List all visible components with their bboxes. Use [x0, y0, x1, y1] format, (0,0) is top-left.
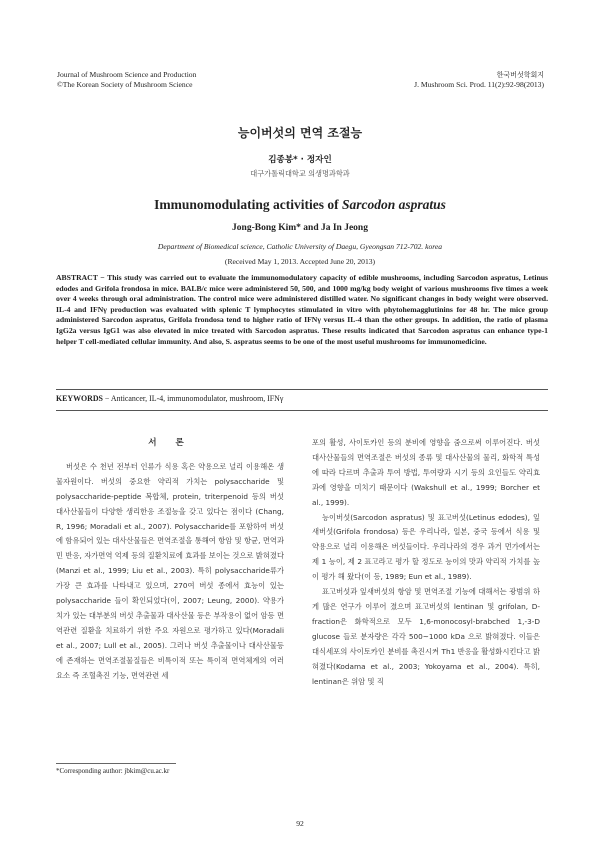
korean-title: 능이버섯의 면역 조절능 — [237, 126, 363, 140]
abstract: ABSTRACT − This study was carried out to evaluate the immunomodulatory capacity of edible mushrooms, including Sarcodon aspratus, Letinus edodes and Grifola frondosa in mice. BALB/c mice were administered 50, 500, and 1000 mg/kg body weight of various mushrooms five times a week over 4 weeks through oral administration. The control mice were administered distilled water. No significant changes in body weight were observed. IL-4 and IFNγ production was evaluated with splenic T lymphocytes stimulated in vitro with phytohemagglutinins for 48 hr. The mice group administered Sarcodon aspratus, Grifola frondosa tend to higher ratio of IFNγ versus IL-4 than the other groups. In addition, the ratio of plasma IgG2a versus IgG1 was also elevated in mice treated with Sarcodon aspratus. These results indicated that Sarcodon aspratus can enhance type-1 helper T cell-mediated cellular immunity. And also, S. aspratus seems to be one of the most useful mushrooms for immunomedicine. — [56, 273, 548, 346]
korean-affiliation: 대구가톨릭대학교 의생명과학과 — [250, 169, 350, 178]
journal-name: Journal of Mushroom Science and Production — [57, 70, 197, 79]
right-paragraph-2: 능이버섯(Sarcodon aspratus) 및 표고버섯(Letinus edodes), 잎새버섯(Grifola frondosa) 등은 우리나라, 일본, 중국 등에서 식용 및 약용으로 널리 이용해온 버섯들이다. 우리나라의 경우 과거 먼가에서는 제 1 능이, 제 2 표고라고 평가 할 정도로 능이의 맛과 약리적 가치를 높이 평가 해 왔다(이 등, 1989; Eun et al., 1989). — [312, 512, 540, 582]
keywords-label: KEYWORDS — [56, 394, 103, 403]
received-dates: (Received May 1, 2013. Accepted June 20, 2013) — [224, 257, 376, 266]
right-paragraph-1: 포의 활성, 사이토카인 등의 분비에 영향을 줌으로써 이루어진다. 버섯 대사산물들의 면역조절은 버섯의 종류 및 대사산물의 물리, 화학적 특성에 따라 다르며 추출과 투여 방법, 투여량과 시기 등의 요인들도 약리효과에 영향을 미치기 때문이다 (Wakshull et al., 1999; Borcher et al., 1999). — [312, 438, 540, 507]
left-column — [56, 436, 284, 684]
keywords-bottom-rule — [56, 410, 548, 411]
left-paragraph-1: 버섯은 수 천년 전부터 인류가 식용 혹은 약용으로 널리 이용해온 생물자원이다. 버섯의 중요한 약리적 가치는 polysaccharide 및 polysaccharide-peptide 복합체, protein, triterpenoid 등의 버섯 대사산물들이 다양한 생리한응 조절능을 갖고 있다는 점이다 (Chang, R, 1996; Moradali et al., 2007). Polysaccharide를 포함하여 버섯에 함유되어 있는 대사산물들은 면역조절을 통해여 항암 및 항균, 면역과민 반응, 자가면역 억제 등의 질환치료에 효과를 보이는 것으로 밝혀졌다(Manzi et al., 1999; Liu et al., 2003). 특히 polysaccharide류가 가장 큰 효과를 나타내고 있으며, 270여 버섯 종에서 효능이 있는 polysaccharide 들이 확인되었다(이, 2007; Leung, 2000). 약용가치가 있는 대부분의 버섯 추출물과 대사산물 등은 부작용이 없어 암등 면역관련 질환을 치료하기 위한 주요 자원으로 평가하고 있다(Moradali et al., 2007; Lull et al., 2005). 그러나 버섯 추출물이나 대사산물등에 존재하는 면역조절물질들은 비특이적 또는 특이적 면역체계의 여러 요소 즉 조혈촉진 기능, 면역관련 세 — [56, 461, 284, 680]
journal-name-korean: 한국버섯학회지 — [496, 71, 544, 79]
keywords-top-rule — [56, 389, 548, 390]
corresponding-author-footnote: *Corresponding author: jbkim@cu.ac.kr — [56, 767, 170, 775]
right-column — [312, 436, 540, 689]
english-title — [0, 197, 600, 213]
journal-header-left — [57, 70, 196, 90]
english-affiliation: Department of Biomedical science, Catholic University of Daegu, Gyeongsan 712-702. korea — [157, 242, 443, 251]
page-number: 92 — [296, 819, 304, 828]
footnote-rule — [56, 763, 176, 764]
right-paragraph-3: 표고버섯과 잎새버섯의 항암 및 면역조절 기능에 대해서는 광범위 하게 많은 연구가 이루어 졌으며 표고버섯의 lentinan 및 grifolan, D-fraction은 화학적으로 모두 1,6-monocosyl-brabched 1,-3-D glucose 들로 분자량은 각각 500~1000 kDa 으로 밝혀졌다. 이들은 대식세포의 사이토카인 분비를 촉진시켜 Th1 반응을 활성화시킨다고 밝혀졌다(Kodama et al., 2003; Yokoyama et al., 2004). 특히, lentinan은 위암 및 직 — [312, 587, 540, 686]
keywords — [56, 394, 548, 403]
english-authors: Jong-Bong Kim* and Ja In Jeong — [232, 223, 368, 233]
journal-header-right — [414, 70, 544, 90]
section-heading: 서 론 — [148, 438, 192, 448]
english-title-species: Sarcodon aspratus — [341, 197, 446, 212]
keywords-list: − Anticancer, IL-4, immunomodulator, mushroom, IFNγ — [102, 394, 284, 403]
english-title-main: Immunomodulating activities of — [154, 197, 342, 212]
korean-authors: 김종봉* · 정자인 — [268, 155, 332, 165]
society-name: ©The Korean Society of Mushroom Science — [57, 80, 193, 89]
citation: J. Mushroom Sci. Prod. 11(2):92-98(2013) — [414, 80, 544, 89]
